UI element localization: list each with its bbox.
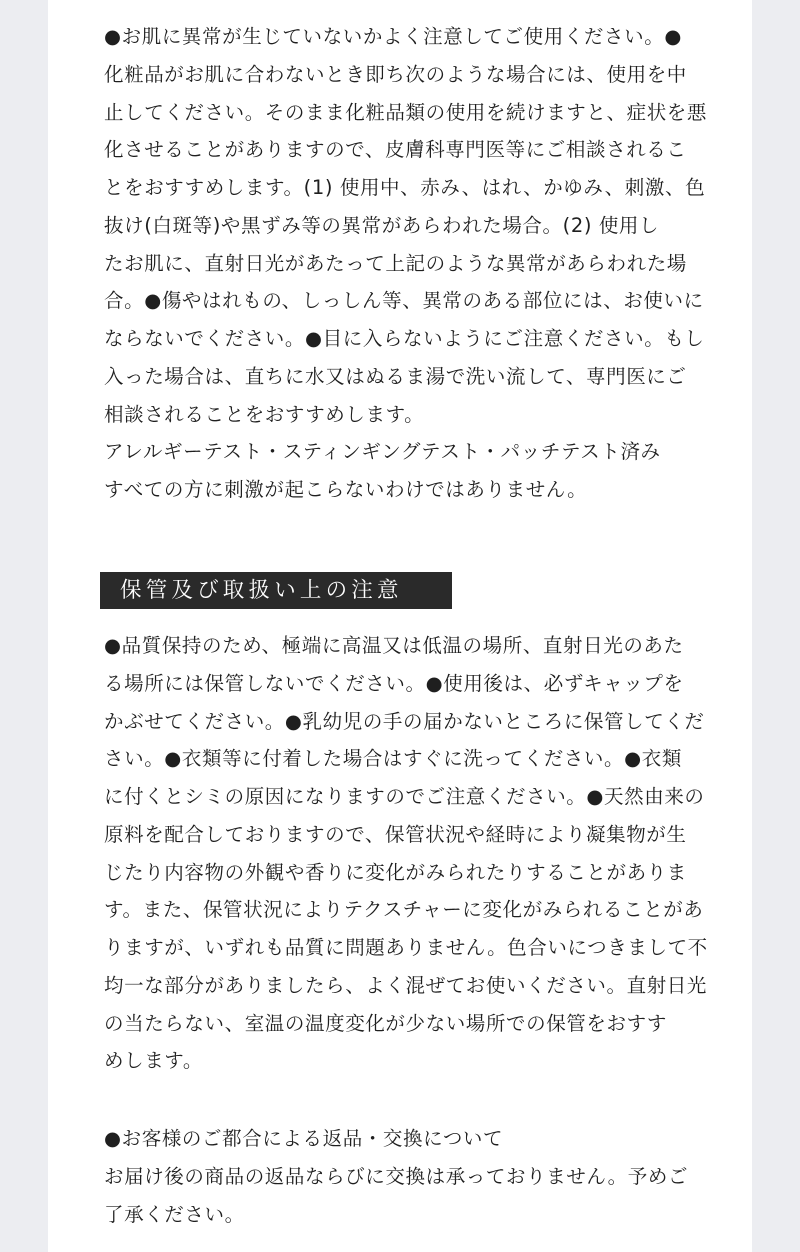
text-line: ●品質保持のため、極端に高温又は低温の場所、直射日光のあた — [104, 634, 684, 657]
text-line: ならないでください。●目に入らないようにご注意ください。もし — [104, 327, 705, 350]
content-page — [48, 0, 752, 1252]
text-line: とをおすすめします。(1) 使用中、赤み、はれ、かゆみ、刺激、色 — [104, 176, 706, 199]
text-line: 止してください。そのまま化粧品類の使用を続けますと、症状を悪 — [104, 100, 708, 124]
text-line: 原料を配合しておりますので、保管状況や経時により凝集物が生 — [104, 822, 687, 846]
text-line: る場所には保管しないでください。●使用後は、必ずキャップを — [104, 671, 684, 695]
storage-section-heading: 保管及び取扱い上の注意 — [100, 572, 452, 609]
text-line: す。また、保管状況によりテクスチャーに変化がみられることがあ — [104, 898, 704, 922]
returns-text — [104, 1120, 704, 1233]
text-line: たお肌に、直射日光があたって上記のような異常があらわれた場 — [104, 251, 687, 275]
text-line: 相談されることをおすすめします。 — [104, 402, 425, 426]
text-line: ●お肌に異常が生じていないかよく注意してご使用ください。● — [104, 25, 682, 48]
storage-caution-text — [104, 627, 708, 1080]
text-line: かぶせてください。●乳幼児の手の届かないところに保管してくだ — [104, 709, 705, 733]
irritation-note-line: すべての方に刺激が起こらないわけではありません。 — [104, 478, 588, 501]
text-line: の当たらない、室温の温度変化が少ない場所での保管をおすす — [104, 1011, 667, 1035]
test-info-line: アレルギーテスト・スティンギングテスト・パッチテスト済み — [104, 440, 661, 464]
text-line: めします。 — [104, 1049, 203, 1073]
text-line: お届け後の商品の返品ならびに交換は承っておりません。予めご — [104, 1164, 689, 1188]
text-line: 入った場合は、直ちに水又はぬるま湯で洗い流して、専門医にご — [104, 364, 687, 388]
text-line: 了承ください。 — [104, 1202, 245, 1226]
text-line: 合。●傷やはれもの、しっしん等、異常のある部位には、お使いに — [104, 289, 704, 313]
text-line: さい。●衣類等に付着した場合はすぐに洗ってください。●衣類 — [104, 747, 682, 771]
usage-caution-text — [104, 18, 708, 509]
text-line: りますが、いずれも品質に問題ありません。色合いにつきまして不 — [104, 936, 708, 959]
returns-title: ●お客様のご都合による返品・交換について — [104, 1127, 504, 1150]
text-line: に付くとシミの原因になりますのでご注意ください。●天然由来の — [104, 785, 705, 808]
text-line: 抜け(白斑等)や黒ずみ等の異常があらわれた場合。(2) 使用し — [104, 213, 660, 237]
text-line: 化させることがありますので、皮膚科専門医等にご相談されるこ — [104, 138, 687, 162]
text-line: 均一な部分がありましたら、よく混ぜてお使いください。直射日光 — [104, 973, 708, 997]
text-line: じたり内容物の外観や香りに変化がみられたりすることがありま — [104, 860, 687, 884]
text-line: 化粧品がお肌に合わないとき即ち次のような場合には、使用を中 — [104, 62, 687, 86]
